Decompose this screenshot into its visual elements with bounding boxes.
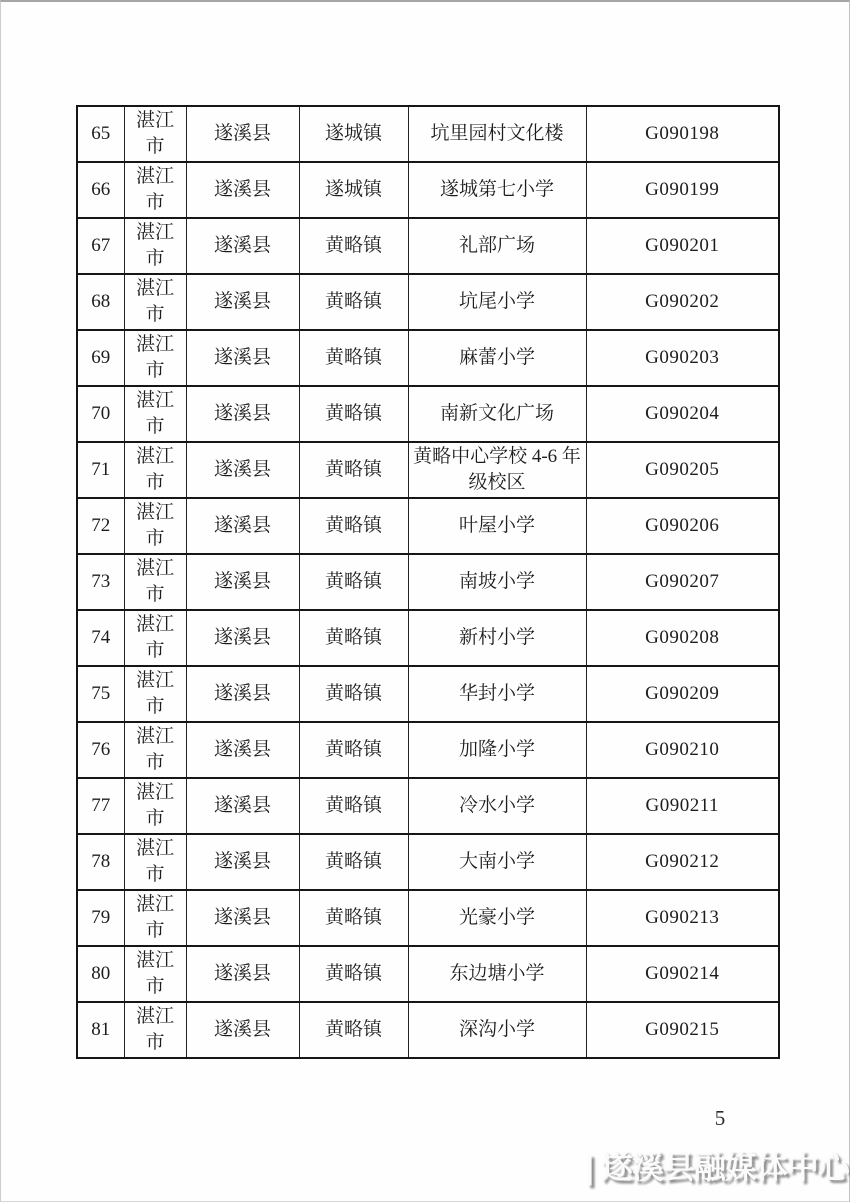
media-center-watermark: | 遂溪县融媒体中心 [585, 1149, 849, 1185]
cell-site-name: 麻蕾小学 [408, 330, 586, 386]
cell-city-text: 湛江市 [135, 389, 174, 437]
cell-city [124, 1002, 186, 1058]
cell-county: 遂溪县 [186, 946, 299, 1002]
cell-city-text: 湛江市 [135, 445, 174, 493]
cell-county: 遂溪县 [186, 722, 299, 778]
cell-serial-number: 76 [77, 722, 124, 778]
cell-code: G090206 [586, 498, 779, 554]
cell-city-text: 湛江市 [135, 781, 174, 829]
cell-city-text: 湛江市 [135, 277, 174, 325]
cell-serial-number: 69 [77, 330, 124, 386]
cell-city [124, 778, 186, 834]
table-row [77, 386, 779, 442]
cell-county: 遂溪县 [186, 610, 299, 666]
table-row [77, 498, 779, 554]
cell-site-name: 南新文化广场 [408, 386, 586, 442]
cell-town: 黄略镇 [299, 946, 408, 1002]
cell-code: G090204 [586, 386, 779, 442]
cell-town: 黄略镇 [299, 722, 408, 778]
cell-city [124, 666, 186, 722]
cell-town: 黄略镇 [299, 834, 408, 890]
table-row [77, 722, 779, 778]
cell-serial-number: 71 [77, 442, 124, 498]
cell-serial-number: 70 [77, 386, 124, 442]
cell-serial-number: 65 [77, 106, 124, 162]
cell-town: 黄略镇 [299, 1002, 408, 1058]
cell-city [124, 162, 186, 218]
cell-site-name: 坑里园村文化楼 [408, 106, 586, 162]
cell-code: G090214 [586, 946, 779, 1002]
cell-serial-number: 67 [77, 218, 124, 274]
cell-code: G090213 [586, 890, 779, 946]
cell-county: 遂溪县 [186, 498, 299, 554]
cell-site-name: 大南小学 [408, 834, 586, 890]
table-row [77, 218, 779, 274]
cell-site-name: 深沟小学 [408, 1002, 586, 1058]
table-row [77, 162, 779, 218]
cell-town: 黄略镇 [299, 554, 408, 610]
cell-site-name: 新村小学 [408, 610, 586, 666]
cell-city [124, 218, 186, 274]
cell-serial-number: 73 [77, 554, 124, 610]
cell-city-text: 湛江市 [135, 837, 174, 885]
cell-city-text: 湛江市 [135, 949, 174, 997]
cell-code: G090211 [586, 778, 779, 834]
cell-town: 黄略镇 [299, 778, 408, 834]
cell-site-name: 黄略中心学校 4-6 年级校区 [408, 442, 586, 498]
cell-site-name: 东边塘小学 [408, 946, 586, 1002]
cell-code: G090201 [586, 218, 779, 274]
cell-code: G090212 [586, 834, 779, 890]
table-row [77, 834, 779, 890]
cell-town: 黄略镇 [299, 386, 408, 442]
cell-county: 遂溪县 [186, 554, 299, 610]
cell-code: G090210 [586, 722, 779, 778]
cell-code: G090205 [586, 442, 779, 498]
cell-town: 黄略镇 [299, 498, 408, 554]
cell-city [124, 834, 186, 890]
table-row [77, 274, 779, 330]
cell-city [124, 498, 186, 554]
cell-city [124, 106, 186, 162]
cell-code: G090209 [586, 666, 779, 722]
cell-county: 遂溪县 [186, 330, 299, 386]
cell-town: 黄略镇 [299, 274, 408, 330]
cell-town: 遂城镇 [299, 106, 408, 162]
cell-county: 遂溪县 [186, 162, 299, 218]
cell-serial-number: 66 [77, 162, 124, 218]
cell-city-text: 湛江市 [135, 109, 174, 157]
cell-site-name: 南坡小学 [408, 554, 586, 610]
cell-city [124, 386, 186, 442]
cell-county: 遂溪县 [186, 442, 299, 498]
cell-county: 遂溪县 [186, 666, 299, 722]
cell-code: G090202 [586, 274, 779, 330]
table-row [77, 666, 779, 722]
cell-code: G090208 [586, 610, 779, 666]
cell-site-name: 遂城第七小学 [408, 162, 586, 218]
cell-county: 遂溪县 [186, 1002, 299, 1058]
table-row [77, 1002, 779, 1058]
cell-site-name: 礼部广场 [408, 218, 586, 274]
table-row [77, 778, 779, 834]
cell-town: 黄略镇 [299, 610, 408, 666]
cell-serial-number: 79 [77, 890, 124, 946]
cell-serial-number: 72 [77, 498, 124, 554]
cell-code: G090215 [586, 1002, 779, 1058]
table-row [77, 554, 779, 610]
cell-serial-number: 81 [77, 1002, 124, 1058]
cell-town: 黄略镇 [299, 890, 408, 946]
cell-town: 黄略镇 [299, 666, 408, 722]
table-row [77, 890, 779, 946]
cell-serial-number: 80 [77, 946, 124, 1002]
table-row [77, 610, 779, 666]
cell-serial-number: 74 [77, 610, 124, 666]
cell-serial-number: 75 [77, 666, 124, 722]
cell-city [124, 890, 186, 946]
cell-county: 遂溪县 [186, 386, 299, 442]
cell-city [124, 946, 186, 1002]
cell-code: G090203 [586, 330, 779, 386]
cell-city-text: 湛江市 [135, 613, 174, 661]
cell-site-name: 华封小学 [408, 666, 586, 722]
facility-table [76, 105, 780, 1059]
cell-serial-number: 68 [77, 274, 124, 330]
cell-county: 遂溪县 [186, 890, 299, 946]
cell-town: 黄略镇 [299, 330, 408, 386]
cell-code: G090207 [586, 554, 779, 610]
cell-city-text: 湛江市 [135, 165, 174, 213]
cell-county: 遂溪县 [186, 106, 299, 162]
table-row [77, 330, 779, 386]
cell-site-name: 加隆小学 [408, 722, 586, 778]
cell-serial-number: 78 [77, 834, 124, 890]
cell-county: 遂溪县 [186, 274, 299, 330]
cell-town: 遂城镇 [299, 162, 408, 218]
cell-town: 黄略镇 [299, 218, 408, 274]
cell-city [124, 610, 186, 666]
cell-city-text: 湛江市 [135, 557, 174, 605]
table-row [77, 442, 779, 498]
cell-city-text: 湛江市 [135, 221, 174, 269]
cell-city [124, 442, 186, 498]
facility-table-body [77, 106, 779, 1058]
cell-county: 遂溪县 [186, 218, 299, 274]
table-row [77, 946, 779, 1002]
cell-city [124, 274, 186, 330]
cell-site-name: 坑尾小学 [408, 274, 586, 330]
cell-city [124, 722, 186, 778]
cell-site-name: 光豪小学 [408, 890, 586, 946]
cell-code: G090198 [586, 106, 779, 162]
cell-city-text: 湛江市 [135, 725, 174, 773]
cell-county: 遂溪县 [186, 778, 299, 834]
cell-city [124, 330, 186, 386]
cell-town: 黄略镇 [299, 442, 408, 498]
cell-serial-number: 77 [77, 778, 124, 834]
cell-site-name: 冷水小学 [408, 778, 586, 834]
cell-city [124, 554, 186, 610]
table-row [77, 106, 779, 162]
cell-code: G090199 [586, 162, 779, 218]
cell-city-text: 湛江市 [135, 333, 174, 381]
cell-county: 遂溪县 [186, 834, 299, 890]
page-number: 5 [714, 1106, 726, 1130]
cell-city-text: 湛江市 [135, 1005, 174, 1053]
cell-site-name: 叶屋小学 [408, 498, 586, 554]
cell-city-text: 湛江市 [135, 669, 174, 717]
cell-city-text: 湛江市 [135, 893, 174, 941]
cell-city-text: 湛江市 [135, 501, 174, 549]
